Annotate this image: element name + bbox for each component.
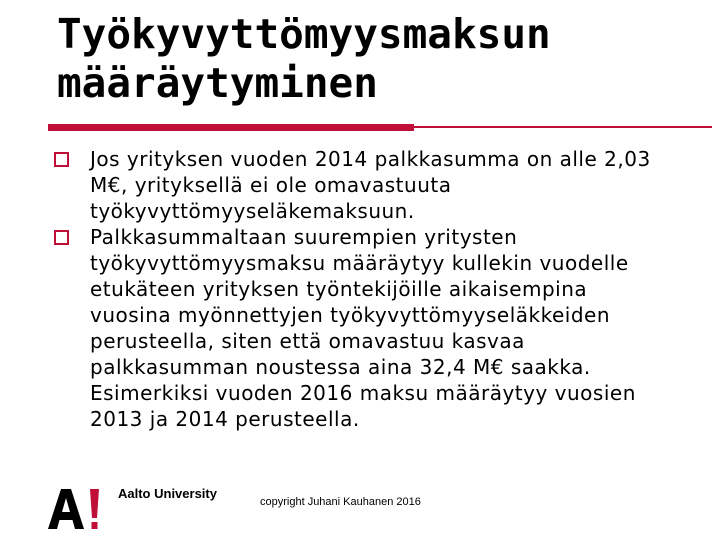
aalto-a-logo-icon bbox=[46, 485, 108, 531]
bullet-list bbox=[50, 146, 670, 432]
slide-title-line-2: määräytyminen bbox=[57, 59, 378, 107]
bullet-item bbox=[50, 224, 670, 432]
slide-title bbox=[57, 10, 697, 108]
square-outline-bullet-icon bbox=[54, 230, 69, 245]
bullet-text: Palkkasummaltaan suurempien yritysten työkyvyttömyysmaksu määräytyy kullekin vuodelle etukäteen yrityksen työntekijöille aikaisempina vuosina myönnettyjen työkyvyttömyyseläkkeiden perusteella, siten että omavastuu kasvaa palkkasumman noustessa aina 32,4 M€ saakka. Esimerkiksi vuoden 2016 maksu määräytyy vuosien 2013 ja 2014 perusteella. bbox=[90, 225, 636, 431]
bullet-text: Jos yrityksen vuoden 2014 palkkasumma on alle 2,03 M€, yrityksellä ei ole omavastuuta työkyvyttömyyseläkemaksuun. bbox=[90, 147, 651, 223]
copyright-notice: copyright Juhani Kauhanen 2016 bbox=[260, 496, 421, 508]
title-divider-thick bbox=[48, 124, 414, 131]
bullet-item bbox=[50, 146, 670, 224]
slide-title-line-1: Työkyvyttömyysmaksun bbox=[57, 10, 551, 58]
university-name: Aalto University bbox=[118, 486, 217, 501]
square-outline-bullet-icon bbox=[54, 152, 69, 167]
title-divider-thin bbox=[414, 126, 712, 128]
title-divider bbox=[48, 124, 712, 131]
